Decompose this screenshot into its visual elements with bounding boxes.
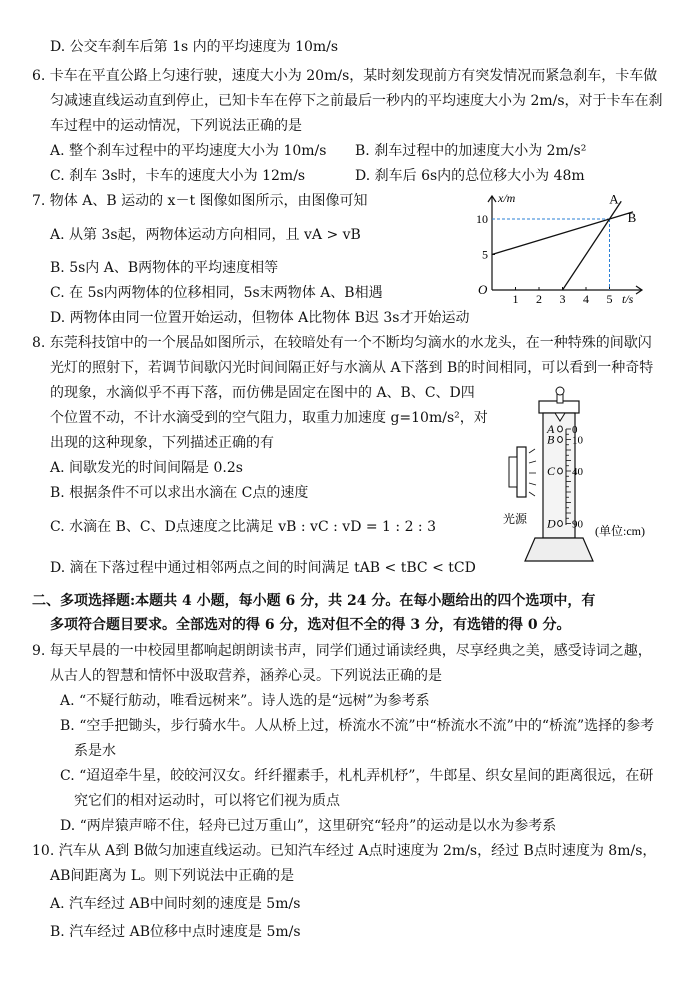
q6-option-a: A. 整个刹车过程中的平均速度大小为 10m/s: [50, 143, 327, 159]
q6-stem-line3: 车过程中的运动情况，下列说法正确的是: [50, 118, 302, 134]
point-label-c: C: [547, 464, 556, 478]
q6-stem-line2: 匀减速直线运动直到停止，已知卡车在停下之前最后一秒内的平均速度大小为 2m/s，对于卡车在刹: [50, 93, 663, 109]
scale-value-label: 90: [572, 518, 583, 531]
xt-graph: [470, 190, 650, 310]
q6-option-b: B. 刹车过程中的加速度大小为 2m/s²: [355, 143, 587, 159]
y-tick-label: 10: [476, 212, 488, 226]
light-source-lamp: [517, 447, 526, 497]
x-tick-label: 1: [512, 292, 519, 306]
unit-label: (单位:cm): [595, 524, 645, 538]
faucet-knob-icon: [556, 387, 564, 395]
series-line-a: [563, 201, 622, 290]
dripping-apparatus: [495, 385, 670, 565]
x-tick-label: 3: [559, 292, 566, 306]
q8-option-d: D. 滴在下落过程中通过相邻两点之间的时间满足 tAB < tBC < tCD: [50, 560, 476, 576]
q8-stem-line1: 8. 东莞科技馆中的一个展品如图所示，在较暗处有一个不断均匀滴水的水龙头，在一种特殊的间歇闪: [32, 335, 652, 351]
q7-option-d: D. 两物体由同一位置开始运动，但物体 A比物体 B迟 3s才开始运动: [50, 310, 470, 326]
q8-option-b: B. 根据条件不可以求出水滴在 C点的速度: [50, 485, 309, 501]
q10-option-a: A. 汽车经过 AB中间时刻的速度是 5m/s: [50, 896, 301, 912]
q9-option-a: A. “不疑行舫动，唯看远树来”。诗人选的是“远树”为参考系: [60, 693, 430, 709]
x-tick-label: 5: [606, 292, 613, 306]
light-source-label: 光源: [503, 512, 528, 526]
q9-stem-line1: 9. 每天早晨的一中校园里都响起朗朗读书声，同学们通过诵读经典，尽享经典之美，感受诗词之趣，: [32, 643, 652, 659]
q10-option-b: B. 汽车经过 AB位移中点时速度是 5m/s: [50, 924, 301, 940]
scale-value-label: 10: [572, 434, 583, 447]
x-tick-label: 2: [536, 292, 542, 306]
water-drop-c: [558, 468, 563, 474]
q9-stem-line2: 从古人的智慧和情怀中汲取营养，涵养心灵。下列说法正确的是: [50, 668, 442, 684]
q9-option-b-line2: 系是水: [74, 743, 116, 759]
q7-option-c: C. 在 5s内两物体的位移相同，5s末两物体 A、B相遇: [50, 285, 383, 301]
series-line-b: [492, 212, 633, 255]
y-tick-label: 5: [482, 247, 488, 262]
x-tick-label: 4: [583, 292, 589, 306]
series-label-b: B: [627, 210, 637, 226]
x-axis-label: t/s: [622, 292, 634, 306]
q9-option-c-line1: C. “迢迢牵牛星，皎皎河汉女。纤纤擢素手，札札弄机杼”，牛郎星、织女星间的距离很远，在研: [60, 768, 654, 784]
q10-stem-line2: AB间距离为 L。则下列说法中正确的是: [50, 868, 295, 884]
q6-stem-line1: 6. 卡车在平直公路上匀速行驶，速度大小为 20m/s，某时刻发现前方有突发情况而紧急刹车，卡车做: [32, 68, 658, 84]
point-label-b: B: [547, 432, 555, 447]
q7-option-a: A. 从第 3s起，两物体运动方向相同，且 vA > vB: [50, 227, 361, 243]
q9-option-d: D. “两岸猿声啼不住，轻舟已过万重山”，这里研究“轻舟”的运动是以水为参考系: [60, 818, 557, 834]
q8-stem-line3: 的现象，水滴似乎不再下落，而仿佛是固定在图中的 A、B、C、D四: [50, 385, 475, 401]
point-label-d: D: [547, 516, 556, 531]
water-drop-b: [558, 437, 563, 443]
base: [525, 538, 593, 561]
section2-heading-line2: 多项符合题目要求。全部选对的得 6 分，选对但不全的得 3 分，有选错的得 0 分。: [50, 617, 571, 633]
q9-option-c-line2: 究它们的相对运动时，可以将它们视为质点: [74, 793, 340, 809]
q6-option-d: D. 刹车后 6s内的总位移大小为 48m: [355, 168, 585, 184]
q6-option-c: C. 刹车 3s时，卡车的速度大小为 12m/s: [50, 168, 306, 184]
scale-value-label: 0: [572, 424, 578, 436]
light-source-housing: [509, 457, 517, 487]
water-drop-d: [558, 521, 563, 527]
y-axis-label: x/m: [498, 191, 516, 205]
scale-value-label: 40: [572, 466, 583, 478]
q10-stem-line1: 10. 汽车从 A到 B做匀加速直线运动。已知汽车经过 A点时速度为 2m/s，经过 B点时速度为 8m/s，: [32, 843, 657, 859]
origin-label: O: [478, 282, 488, 297]
series-label-a: A: [609, 191, 619, 207]
q8-option-c: C. 水滴在 B、C、D点速度之比满足 vB : vC : vD = 1 : 2 : 3: [50, 519, 437, 535]
q8-stem-line4: 个位置不动，不计水滴受到的空气阻力，取重力加速度 g=10m/s²，对: [50, 410, 488, 426]
light-rays-icon: [529, 449, 536, 496]
q7-stem: 7. 物体 A、B 运动的 x－t 图像如图所示，由图像可知: [32, 193, 368, 209]
q8-stem-line2: 光灯的照射下，若调节间歇闪光时间间隔正好与水滴从 A下落到 B的时间相同，可以看到一种奇特: [50, 360, 654, 376]
point-label-a: A: [547, 422, 555, 436]
q5-option-d: D. 公交车刹车后第 1s 内的平均速度为 10m/s: [50, 39, 339, 55]
water-drop-a: [558, 426, 563, 432]
q9-option-b-line1: B. “空手把锄头，步行骑水牛。人从桥上过，桥流水不流”中“桥流水不流”中的“桥流”选择的参考: [60, 718, 655, 734]
section2-heading-line1: 二、多项选择题:本题共 4 小题，每小题 6 分，共 24 分。在每小题给出的四个选项中，有: [32, 593, 596, 609]
q8-stem-line5: 出现的这种现象，下列描述正确的有: [50, 435, 274, 451]
q7-option-b: B. 5s内 A、B两物体的平均速度相等: [50, 260, 279, 276]
q8-option-a: A. 间歇发光的时间间隔是 0.2s: [50, 460, 243, 476]
